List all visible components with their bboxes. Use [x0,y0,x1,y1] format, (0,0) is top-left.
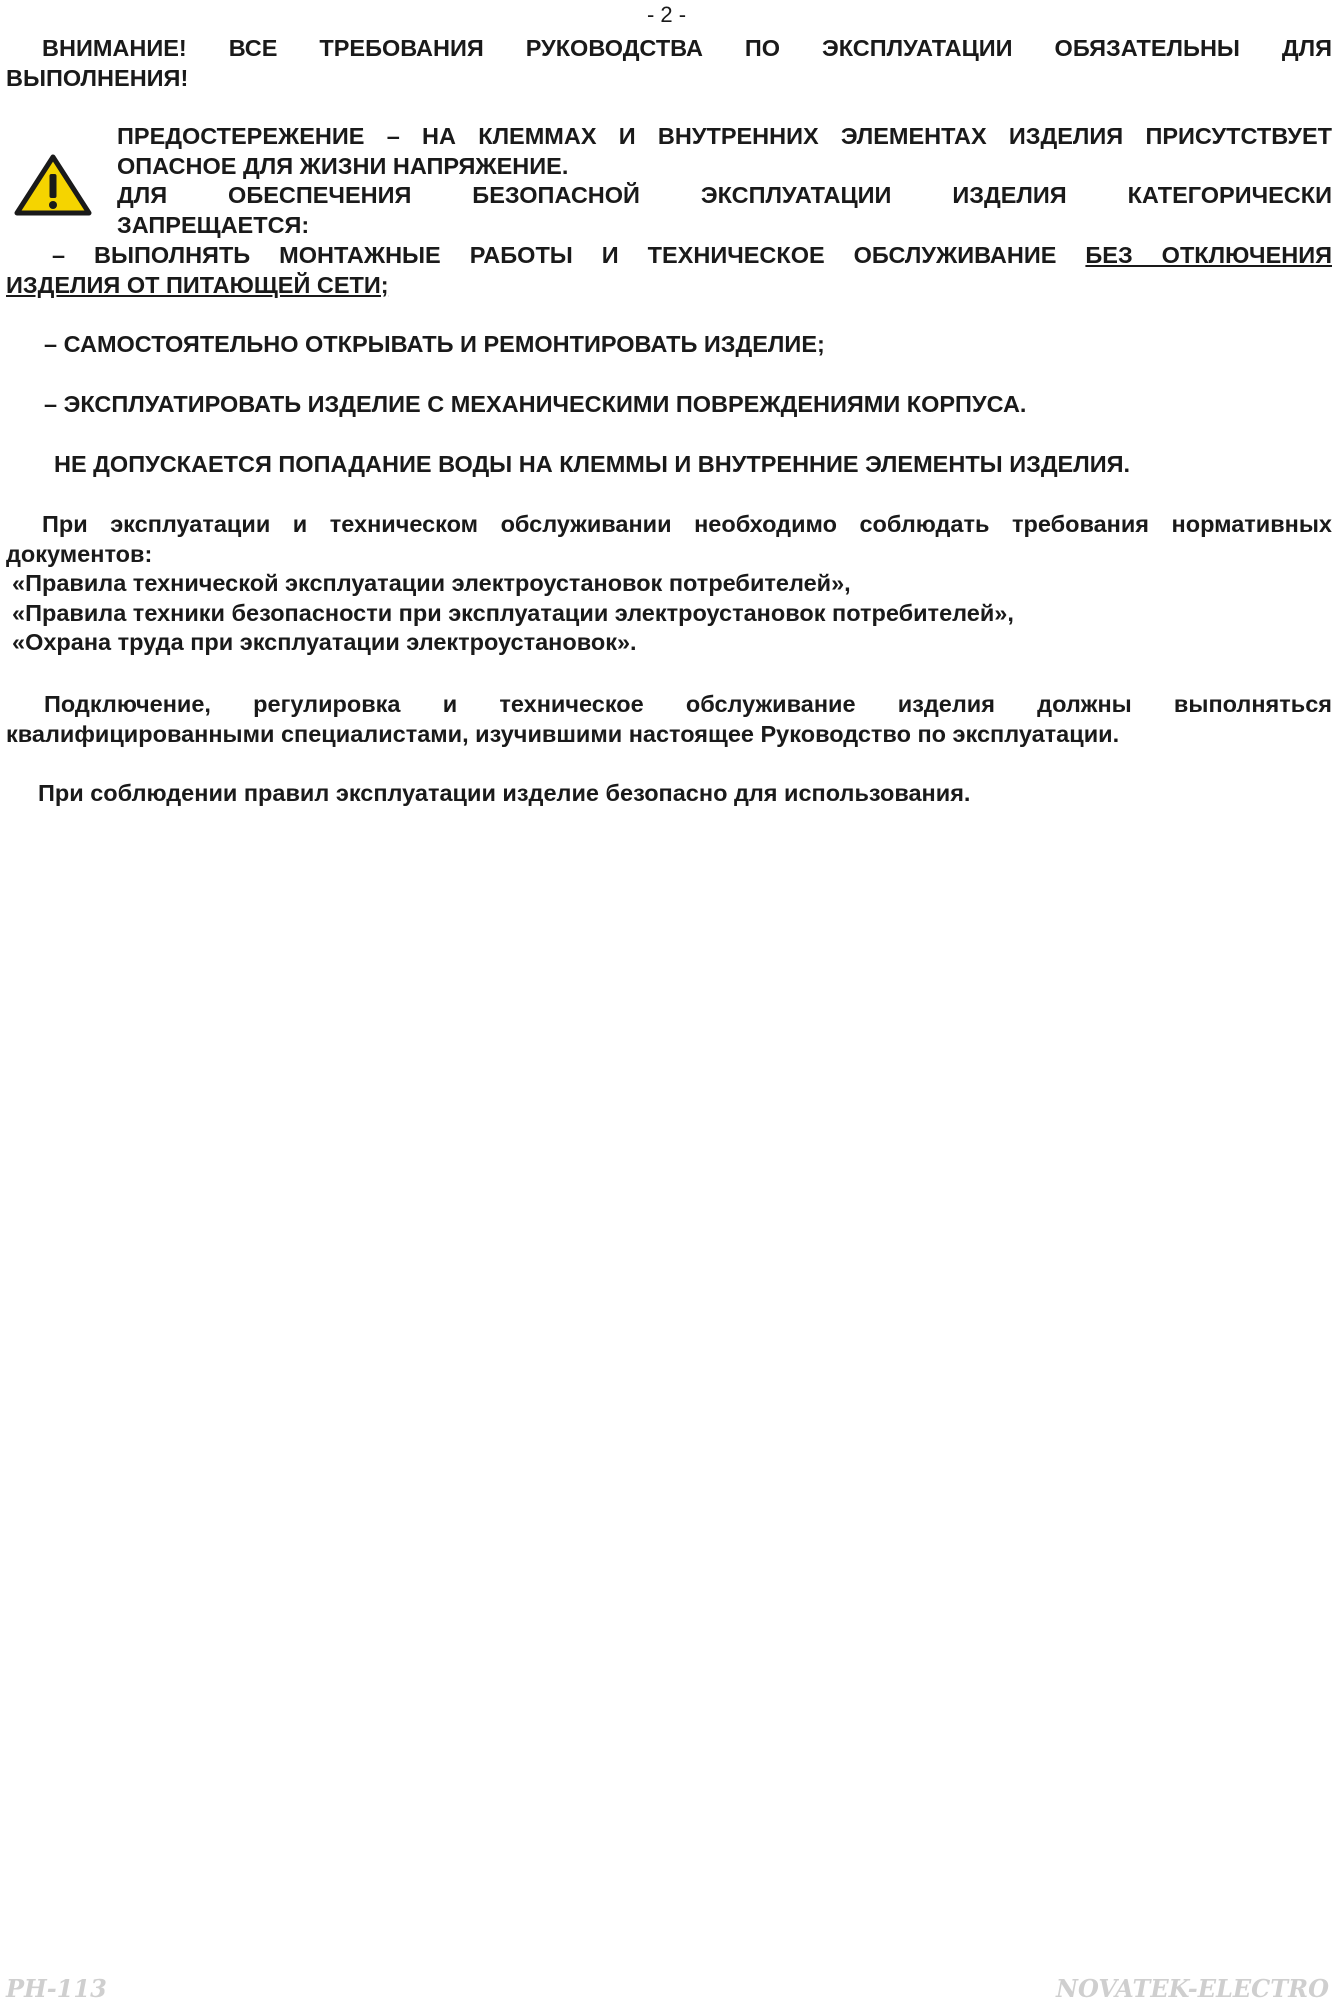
norms-doc-2: «Правила техники безопасности при эксплуатации электроустановок потребителей», [12,599,1014,626]
page-number: - 2 - [646,2,687,27]
attention-notice [6,34,1332,93]
qualified-line-1: Подключение, регулировка и техническое обслуживание изделия должны выполняться [44,691,1332,717]
footer-model: РН-113 [6,1974,107,2003]
prohibition-item-1-line-1 [6,241,1332,271]
attention-line-1: ВНИМАНИЕ! ВСЕ ТРЕБОВАНИЯ РУКОВОДСТВА ПО ЭКСПЛУАТАЦИИ ОБЯЗАТЕЛЬНЫ ДЛЯ [42,35,1332,61]
footer-brand: NOVATEK-ELECTRO [1056,1974,1329,2003]
norms-doc-3: «Охрана труда при эксплуатации электроустановок». [12,629,637,655]
warning-line-1: ПРЕДОСТЕРЕЖЕНИЕ – НА КЛЕММАХ И ВНУТРЕННИХ ЭЛЕМЕНТАХ ИЗДЕЛИЯ ПРИСУТСТВУЕТ [117,123,1332,149]
prohibition-item-3: – ЭКСПЛУАТИРОВАТЬ ИЗДЕЛИЕ С МЕХАНИЧЕСКИМИ ПОВРЕЖДЕНИЯМИ КОРПУСА. [44,391,1027,417]
qualified-line-2: квалифицированными специалистами, изучившими настоящее Руководство по эксплуатации. [6,720,1120,747]
warning-triangle-icon [14,154,92,216]
warning-notice [117,122,1332,240]
warning-line-2: ОПАСНОЕ ДЛЯ ЖИЗНИ НАПРЯЖЕНИЕ. [117,152,569,179]
attention-line-2: ВЫПОЛНЕНИЯ! [6,64,189,91]
qualified-personnel-paragraph [6,690,1332,749]
warning-line-4: ЗАПРЕЩАЕТСЯ: [117,211,310,238]
norms-line-1: При эксплуатации и техническом обслуживании необходимо соблюдать требования нормативных [42,511,1332,537]
prohibition-item-1-text: – ВЫПОЛНЯТЬ МОНТАЖНЫЕ РАБОТЫ И ТЕХНИЧЕСКОЕ ОБСЛУЖИВАНИЕ [52,242,1086,268]
prohibition-item-2: – САМОСТОЯТЕЛЬНО ОТКРЫВАТЬ И РЕМОНТИРОВАТЬ ИЗДЕЛИЕ; [44,331,825,357]
norms-doc-1: «Правила технической эксплуатации электроустановок потребителей», [12,570,851,596]
safe-notice: При соблюдении правил эксплуатации изделие безопасно для использования. [38,780,971,806]
warning-line-3: ДЛЯ ОБЕСПЕЧЕНИЯ БЕЗОПАСНОЙ ЭКСПЛУАТАЦИИ ИЗДЕЛИЯ КАТЕГОРИЧЕСКИ [117,182,1332,208]
prohibition-item-1 [6,241,1332,300]
norms-paragraph [6,510,1332,658]
prohibition-item-1-underlined-b: ИЗДЕЛИЯ ОТ ПИТАЮЩЕЙ СЕТИ; [6,271,389,298]
norms-line-2: документов: [6,540,153,567]
water-notice: НЕ ДОПУСКАЕТСЯ ПОПАДАНИЕ ВОДЫ НА КЛЕММЫ И ВНУТРЕННИЕ ЭЛЕМЕНТЫ ИЗДЕЛИЯ. [54,451,1131,477]
prohibition-item-1-underlined-a: БЕЗ ОТКЛЮЧЕНИЯ [1085,242,1332,268]
